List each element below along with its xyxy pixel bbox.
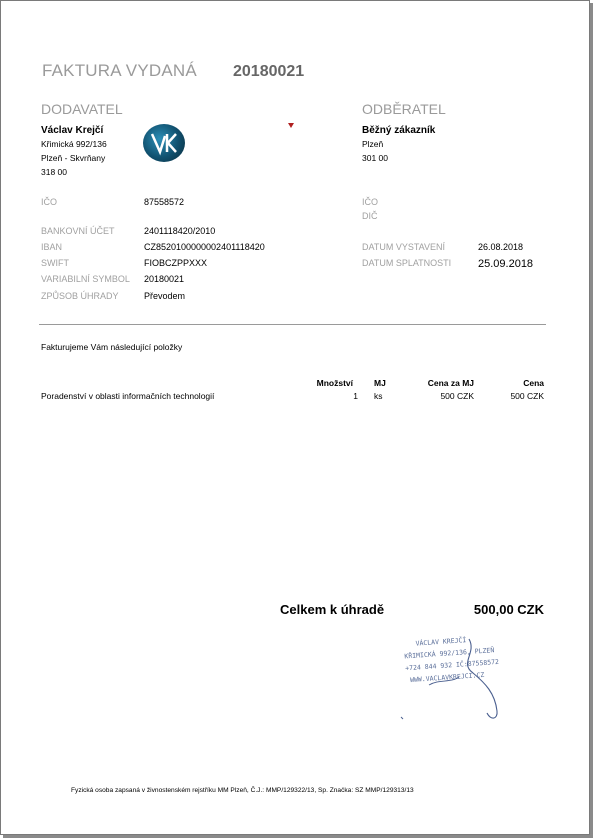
items-intro: Fakturujeme Vám následující položky bbox=[41, 342, 183, 352]
col-unit-price-header: Cena za MJ bbox=[427, 378, 474, 388]
supplier-zip: 318 00 bbox=[41, 167, 67, 177]
supplier-bank: 2401118420/2010 bbox=[144, 226, 216, 236]
stamp-line-3: +724 844 932 IČ:87558572 bbox=[404, 657, 500, 673]
supplier-city: Plzeň - Skvrňany bbox=[41, 153, 106, 163]
col-price-header: Cena bbox=[523, 378, 544, 388]
supplier-iban-label: IBAN bbox=[41, 242, 63, 252]
item-qty: 1 bbox=[353, 391, 358, 401]
supplier-payment: Převodem bbox=[144, 291, 186, 301]
company-logo bbox=[143, 124, 185, 162]
stamp-line-4: WWW.VACLAVKREJCI.CZ bbox=[409, 670, 485, 685]
section-divider bbox=[39, 324, 546, 325]
supplier-vs-label: VARIABILNÍ SYMBOL bbox=[41, 274, 130, 284]
supplier-swift-label: SWIFT bbox=[41, 258, 69, 268]
stamp-line-2: KŘIMICKÁ 992/136, PLZEŇ bbox=[404, 646, 495, 661]
item-unit-price: 500 CZK bbox=[440, 391, 474, 401]
col-qty-header: Množství bbox=[316, 378, 353, 388]
supplier-street: Křimická 992/136 bbox=[41, 139, 107, 149]
due-date: 25.09.2018 bbox=[478, 258, 534, 270]
supplier-iban: CZ8520100000002401118420 bbox=[144, 242, 265, 252]
customer-dic-label: DIČ bbox=[362, 211, 378, 221]
customer-name: Běžný zákazník bbox=[362, 125, 436, 136]
item-description: Poradenství v oblasti informačních technologií bbox=[41, 391, 215, 401]
supplier-payment-label: ZPŮSOB ÚHRADY bbox=[41, 291, 119, 301]
supplier-name: Václav Krejčí bbox=[41, 125, 104, 136]
col-unit-header: MJ bbox=[374, 378, 386, 388]
item-unit: ks bbox=[374, 391, 383, 401]
item-price: 500 CZK bbox=[510, 391, 544, 401]
stamp-line-1: VÁCLAV KREJČÍ bbox=[415, 636, 467, 648]
supplier-ico-label: IČO bbox=[41, 197, 58, 207]
small-marker-icon bbox=[288, 123, 294, 128]
supplier-bank-label: BANKOVNÍ ÚČET bbox=[41, 226, 115, 236]
issue-date: 26.08.2018 bbox=[478, 242, 524, 252]
issue-date-label: DATUM VYSTAVENÍ bbox=[362, 242, 446, 252]
invoice-number: 20180021 bbox=[233, 63, 305, 80]
customer-city: Plzeň bbox=[362, 139, 384, 149]
vk-logo-mark bbox=[143, 124, 185, 162]
customer-ico-label: IČO bbox=[362, 197, 379, 207]
customer-heading: ODBĚRATEL bbox=[362, 101, 446, 117]
customer-zip: 301 00 bbox=[362, 153, 388, 163]
due-date-label: DATUM SPLATNOSTI bbox=[362, 258, 452, 268]
supplier-vs: 20180021 bbox=[144, 274, 185, 284]
total-label: Celkem k úhradě bbox=[280, 602, 385, 617]
invoice-title: FAKTURA VYDANÁ bbox=[42, 61, 197, 80]
total-value: 500,00 CZK bbox=[473, 602, 544, 617]
footer-legal: Fyzická osoba zapsaná v živnostenském rejstříku MM Plzeň, Č.J.: MMP/129322/13, Sp. Značka: SZ MMP/129313/13 bbox=[71, 787, 414, 794]
company-stamp-signature bbox=[399, 633, 509, 728]
supplier-ico: 87558572 bbox=[144, 197, 185, 207]
supplier-swift: FIOBCZPPXXX bbox=[144, 258, 208, 268]
supplier-heading: DODAVATEL bbox=[41, 101, 123, 117]
